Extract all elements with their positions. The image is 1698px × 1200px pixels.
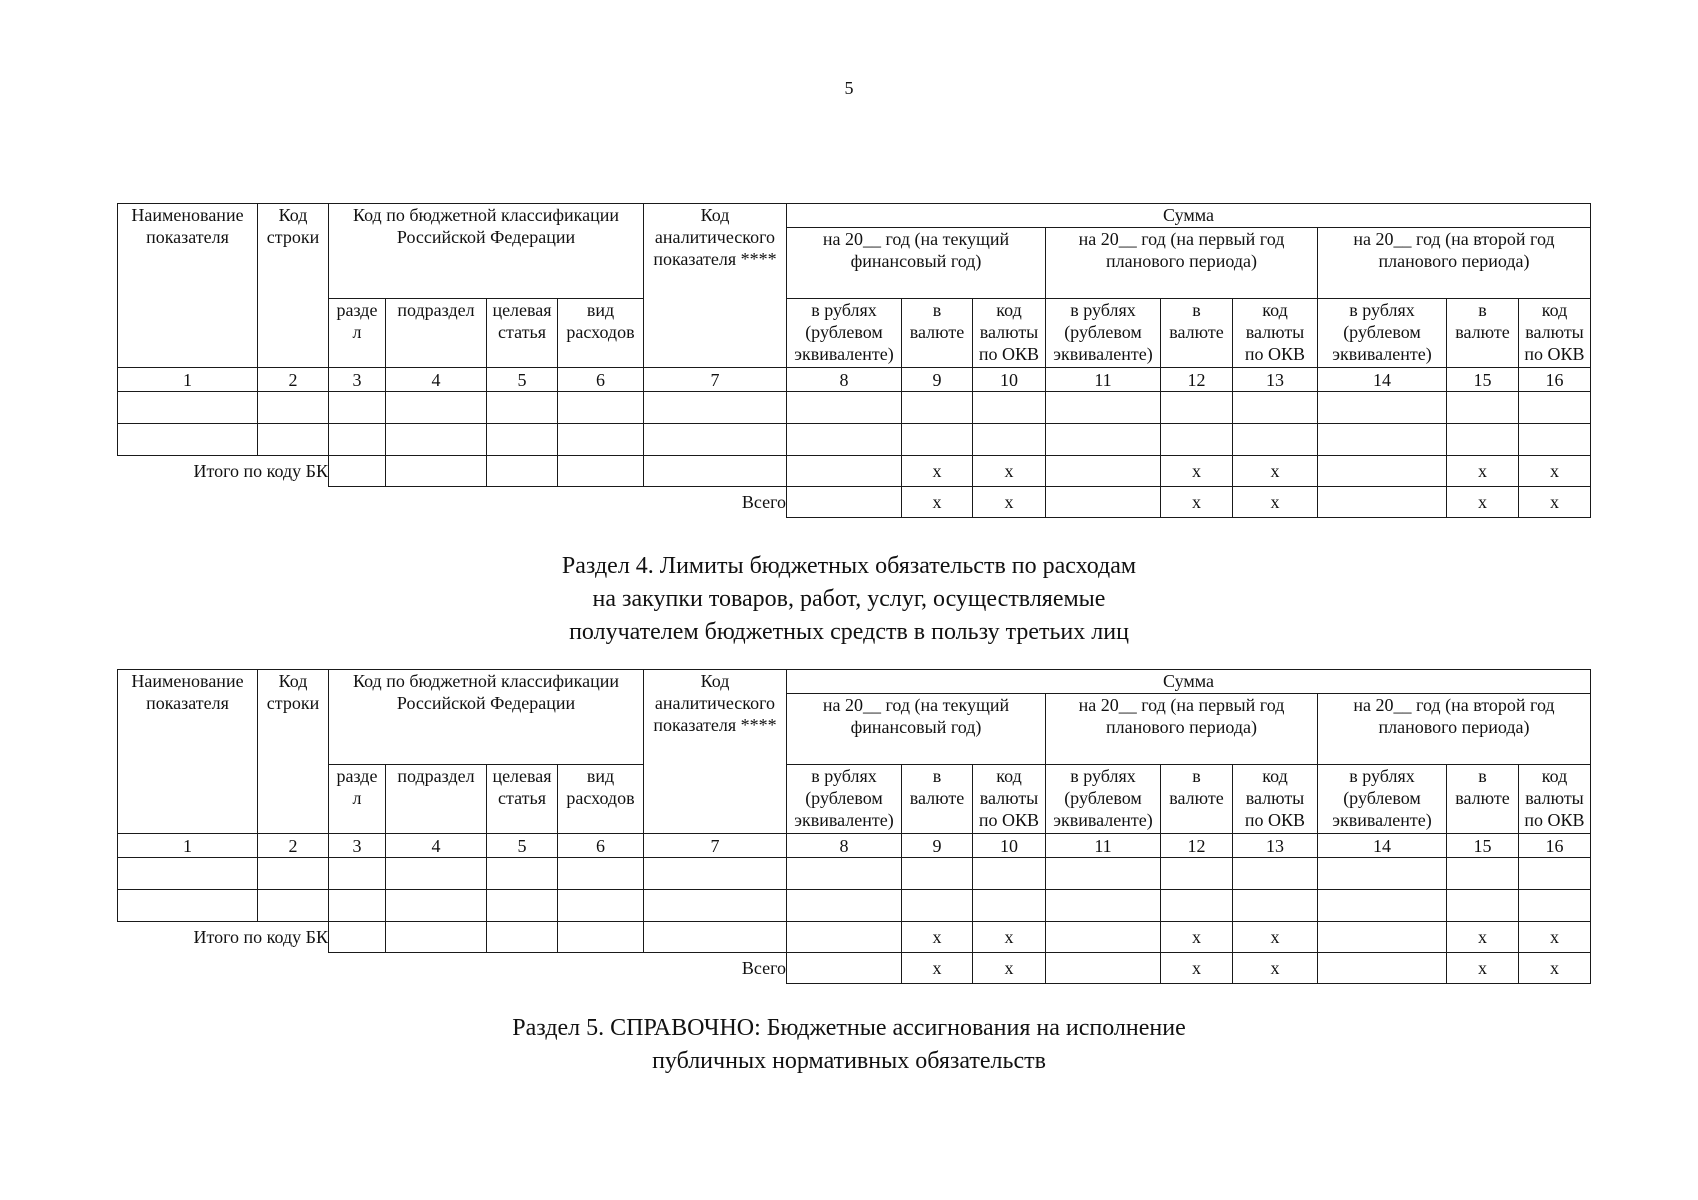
header-budget-classification: Код по бюджетной классификации Российской Федерации [329,670,644,765]
empty-cell[interactable] [787,858,902,890]
total-bk-row [118,922,1591,953]
empty-cell[interactable] [1447,890,1519,922]
column-number-row [118,834,1591,858]
total-bk-label: Итого по коду БК [193,927,328,948]
header-val: в валюте [902,299,973,368]
empty-cell[interactable] [258,858,329,890]
x-mark: x [973,922,1046,953]
empty-cell[interactable] [386,890,487,922]
header-row-code: Код строки [258,670,329,834]
empty-cell[interactable] [1046,487,1161,518]
column-number: 14 [1318,368,1447,392]
total-bk-label: Итого по коду БК [193,461,328,482]
header-target-article: целевая статья [487,765,558,834]
empty-cell[interactable] [787,424,902,456]
x-mark: x [1161,922,1233,953]
header-okv: код валюты по ОКВ [1233,299,1318,368]
empty-cell[interactable] [1046,392,1161,424]
column-number: 7 [644,834,787,858]
header-analytic-code: Код аналитического показателя **** [644,204,787,368]
header-rub: в рублях (рублевом эквиваленте) [1046,299,1161,368]
header-row-code: Код строки [258,204,329,368]
empty-cell[interactable] [787,922,902,953]
total-label: Всего [741,958,786,979]
empty-cell[interactable] [1318,392,1447,424]
empty-cell[interactable] [1046,456,1161,487]
column-number: 5 [487,834,558,858]
empty-cell[interactable] [329,890,386,922]
empty-cell[interactable] [787,890,902,922]
x-mark: x [1519,487,1591,518]
empty-cell[interactable] [558,392,644,424]
empty-cell[interactable] [386,456,487,487]
column-number: 15 [1447,834,1519,858]
header-period-first: на 20__ год (на первый год планового периода) [1046,694,1318,765]
column-number: 6 [558,834,644,858]
empty-cell[interactable] [487,890,558,922]
empty-cell[interactable] [558,890,644,922]
empty-cell[interactable] [902,858,973,890]
empty-cell[interactable] [787,456,902,487]
column-number: 11 [1046,368,1161,392]
column-number: 1 [118,368,258,392]
empty-cell[interactable] [1233,424,1318,456]
header-period-first: на 20__ год (на первый год планового периода) [1046,228,1318,299]
section-title-line: Раздел 5. СПРАВОЧНО: Бюджетные ассигнования на исполнение [512,1015,1186,1041]
column-number: 4 [386,368,487,392]
x-mark: x [1233,487,1318,518]
header-sum: Сумма [787,670,1591,694]
column-number: 16 [1519,834,1591,858]
empty-cell[interactable] [1161,858,1233,890]
empty-cell[interactable] [329,456,386,487]
column-number: 9 [902,368,973,392]
empty-cell[interactable] [487,456,558,487]
empty-cell[interactable] [1318,858,1447,890]
column-number: 5 [487,368,558,392]
total-row [118,487,1591,518]
header-rub: в рублях (рублевом эквиваленте) [787,765,902,834]
empty-cell[interactable] [118,424,258,456]
empty-cell[interactable] [558,858,644,890]
column-number: 1 [118,834,258,858]
table-row [118,858,1591,890]
x-mark: x [902,953,973,984]
header-rub: в рублях (рублевом эквиваленте) [787,299,902,368]
empty-cell[interactable] [644,858,787,890]
column-number: 4 [386,834,487,858]
empty-cell[interactable] [1161,392,1233,424]
empty-cell[interactable] [386,922,487,953]
empty-cell[interactable] [558,424,644,456]
header-okv: код валюты по ОКВ [1233,765,1318,834]
empty-cell[interactable] [487,424,558,456]
empty-cell[interactable] [973,858,1046,890]
header-period-second: на 20__ год (на второй год планового периода) [1318,694,1591,765]
column-number: 13 [1233,834,1318,858]
empty-cell[interactable] [787,953,902,984]
header-indicator-name: Наименование показателя [118,204,258,368]
empty-cell[interactable] [1318,487,1447,518]
column-number: 3 [329,368,386,392]
x-mark: x [902,922,973,953]
empty-cell[interactable] [1519,392,1591,424]
empty-cell[interactable] [386,424,487,456]
empty-cell[interactable] [644,890,787,922]
empty-cell[interactable] [787,392,902,424]
x-mark: x [1447,456,1519,487]
header-okv: код валюты по ОКВ [1519,765,1591,834]
empty-cell[interactable] [1318,922,1447,953]
empty-cell[interactable] [1046,890,1161,922]
empty-cell[interactable] [644,424,787,456]
x-mark: x [1233,456,1318,487]
empty-cell[interactable] [1233,858,1318,890]
x-mark: x [973,456,1046,487]
x-mark: x [1519,456,1591,487]
header-subsection: подраздел [386,765,487,834]
header-rub: в рублях (рублевом эквиваленте) [1318,765,1447,834]
section-5-title [0,1012,1698,1078]
empty-cell[interactable] [1519,424,1591,456]
empty-cell[interactable] [487,922,558,953]
empty-cell[interactable] [1046,858,1161,890]
column-number: 12 [1161,834,1233,858]
empty-cell[interactable] [118,858,258,890]
header-period-second: на 20__ год (на второй год планового периода) [1318,228,1591,299]
header-section: разде л [329,765,386,834]
column-number: 14 [1318,834,1447,858]
empty-cell[interactable] [644,456,787,487]
empty-cell[interactable] [973,424,1046,456]
empty-cell[interactable] [1447,858,1519,890]
column-number: 13 [1233,368,1318,392]
column-number-row [118,368,1591,392]
empty-cell[interactable] [329,424,386,456]
x-mark: x [973,487,1046,518]
header-val: в валюте [1447,765,1519,834]
empty-cell[interactable] [973,890,1046,922]
empty-cell[interactable] [1046,424,1161,456]
x-mark: x [1447,953,1519,984]
empty-cell[interactable] [902,424,973,456]
empty-cell[interactable] [118,890,258,922]
header-target-article: целевая статья [487,299,558,368]
empty-cell[interactable] [644,392,787,424]
x-mark: x [1161,456,1233,487]
section-title-line: Раздел 4. Лимиты бюджетных обязательств по расходам [561,553,1137,579]
header-okv: код валюты по ОКВ [973,299,1046,368]
x-mark: x [1447,487,1519,518]
column-number: 8 [787,368,902,392]
column-number: 9 [902,834,973,858]
table-row [118,392,1591,424]
column-number: 3 [329,834,386,858]
column-number: 7 [644,368,787,392]
empty-cell[interactable] [558,922,644,953]
header-section: разде л [329,299,386,368]
empty-cell[interactable] [487,858,558,890]
section-4-title [0,550,1698,649]
header-okv: код валюты по ОКВ [1519,299,1591,368]
x-mark: x [1233,953,1318,984]
empty-cell[interactable] [1318,953,1447,984]
section-title-line: на закупки товаров, работ, услуг, осуществляемые [592,586,1106,612]
empty-cell[interactable] [487,392,558,424]
column-number: 12 [1161,368,1233,392]
x-mark: x [1447,922,1519,953]
empty-cell[interactable] [1447,392,1519,424]
header-period-current: на 20__ год (на текущий финансовый год) [787,694,1046,765]
section-title-line: получателем бюджетных средств в пользу третьих лиц [569,619,1129,645]
x-mark: x [902,456,973,487]
column-number: 11 [1046,834,1161,858]
empty-cell[interactable] [386,858,487,890]
x-mark: x [1233,922,1318,953]
empty-cell[interactable] [329,922,386,953]
header-analytic-code: Код аналитического показателя **** [644,670,787,834]
page-number: 5 [844,78,854,98]
empty-cell[interactable] [1233,392,1318,424]
table-row [118,890,1591,922]
total-bk-row [118,456,1591,487]
x-mark: x [1161,487,1233,518]
section-title-line: публичных нормативных обязательств [652,1048,1046,1074]
empty-cell[interactable] [558,456,644,487]
total-row [118,953,1591,984]
empty-cell[interactable] [902,890,973,922]
x-mark: x [973,953,1046,984]
header-val: в валюте [1447,299,1519,368]
column-number: 2 [258,834,329,858]
empty-cell[interactable] [1318,424,1447,456]
empty-cell[interactable] [258,890,329,922]
header-val: в валюте [902,765,973,834]
budget-table [117,203,1591,518]
empty-cell[interactable] [1161,890,1233,922]
x-mark: x [1519,953,1591,984]
header-val: в валюте [1161,299,1233,368]
budget-table [117,669,1591,984]
budget-table-section-3 [117,203,1591,518]
header-indicator-name: Наименование показателя [118,670,258,834]
empty-cell[interactable] [1046,953,1161,984]
empty-cell[interactable] [973,392,1046,424]
empty-cell[interactable] [1519,890,1591,922]
x-mark: x [1519,922,1591,953]
empty-cell[interactable] [1046,922,1161,953]
column-number: 6 [558,368,644,392]
header-rub: в рублях (рублевом эквиваленте) [1046,765,1161,834]
budget-table-section-4 [117,669,1591,984]
header-rub: в рублях (рублевом эквиваленте) [1318,299,1447,368]
empty-cell[interactable] [1519,858,1591,890]
empty-cell[interactable] [118,392,258,424]
empty-cell[interactable] [902,392,973,424]
empty-cell[interactable] [787,487,902,518]
empty-cell[interactable] [329,858,386,890]
column-number: 10 [973,368,1046,392]
x-mark: x [1161,953,1233,984]
x-mark: x [902,487,973,518]
empty-cell[interactable] [1233,890,1318,922]
header-expense-type: вид расходов [558,299,644,368]
empty-cell[interactable] [258,392,329,424]
header-period-current: на 20__ год (на текущий финансовый год) [787,228,1046,299]
empty-cell[interactable] [1447,424,1519,456]
column-number: 8 [787,834,902,858]
header-expense-type: вид расходов [558,765,644,834]
column-number: 2 [258,368,329,392]
empty-cell[interactable] [1318,890,1447,922]
empty-cell[interactable] [258,424,329,456]
header-budget-classification: Код по бюджетной классификации Российской Федерации [329,204,644,299]
column-number: 16 [1519,368,1591,392]
column-number: 15 [1447,368,1519,392]
column-number: 10 [973,834,1046,858]
header-okv: код валюты по ОКВ [973,765,1046,834]
table-row [118,424,1591,456]
empty-cell[interactable] [1318,456,1447,487]
empty-cell[interactable] [386,392,487,424]
header-subsection: подраздел [386,299,487,368]
header-val: в валюте [1161,765,1233,834]
empty-cell[interactable] [1161,424,1233,456]
empty-cell[interactable] [329,392,386,424]
empty-cell[interactable] [644,922,787,953]
total-label: Всего [741,492,786,513]
header-sum: Сумма [787,204,1591,228]
